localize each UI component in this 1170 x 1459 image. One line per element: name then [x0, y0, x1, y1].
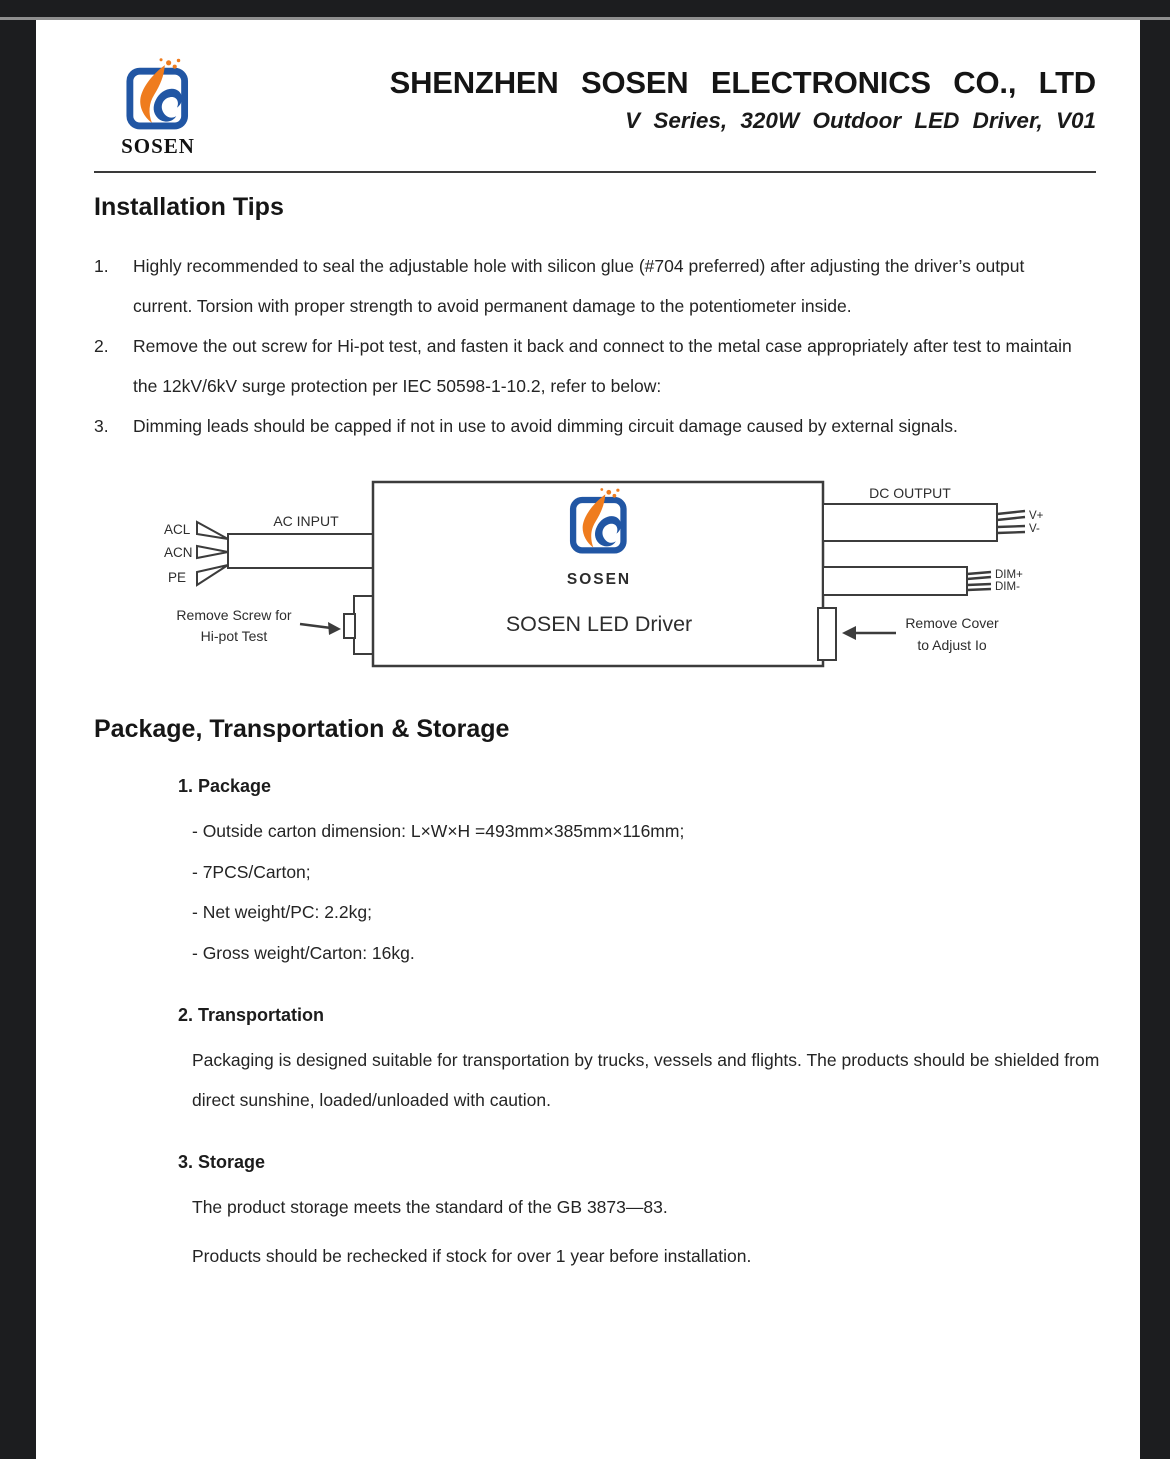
- remove-screw-label-2: Hi-pot Test: [200, 628, 268, 644]
- tip-item: [94, 406, 1096, 446]
- storage-line: Products should be rechecked if stock for over 1 year before installation.: [192, 1246, 752, 1266]
- arrow-head-left: [842, 626, 856, 640]
- transportation-paragraph: Packaging is designed suitable for transportation by trucks, vessels and flights. The products should be shielded from direct sunshine, loaded/unloaded with caution.: [192, 1050, 1100, 1110]
- tip-number: 2.: [94, 336, 109, 356]
- tips-list: [94, 246, 1096, 446]
- company-name: SHENZHEN SOSEN ELECTRONICS CO., LTD: [389, 65, 1096, 100]
- tip-text: Dimming leads should be capped if not in use to avoid dimming circuit damage caused by external signals.: [133, 416, 958, 436]
- driver-box-logo-text: SOSEN: [566, 571, 632, 588]
- tip-text: Remove the out screw for Hi-pot test, and fasten it back and connect to the metal case appropriately after test to maintain the 12kV/6kV surge protection per IEC 50598-1-10.2, refer to below:: [133, 336, 1072, 396]
- storage-line: The product storage meets the standard of the GB 3873—83.: [192, 1197, 668, 1217]
- remove-screw-label-1: Remove Screw for: [176, 607, 292, 623]
- package-item: - Gross weight/Carton: 16kg.: [192, 942, 415, 963]
- dim-plus-label: DIM+: [995, 569, 1023, 581]
- ac-input-wires: [164, 522, 228, 585]
- wiring-diagram: [128, 472, 1138, 677]
- tip-item: [94, 246, 1096, 326]
- ac-input-cable: [228, 534, 374, 568]
- header-divider: [94, 171, 1096, 173]
- installation-tips-title: Installation Tips: [94, 193, 284, 221]
- document-page: [36, 20, 1140, 1459]
- dim-cable: [823, 567, 967, 595]
- package-section-title: Package, Transportation & Storage: [94, 715, 510, 743]
- title-block: [222, 54, 1096, 134]
- tip-number: 1.: [94, 256, 109, 276]
- tip-text: Highly recommended to seal the adjustable hole with silicon glue (#704 preferred) after adjusting the driver’s output current. Torsion with proper strength to avoid permanent damage to the potentiometer inside.: [133, 256, 1025, 316]
- dc-output-cable: [823, 504, 997, 541]
- remove-cover-label-2: to Adjust Io: [917, 637, 987, 653]
- storage-subheading: 3. Storage: [178, 1152, 266, 1172]
- sosen-logo-icon: [120, 56, 196, 132]
- package-item: - Outside carton dimension: L×W×H =493mm×385mm×116mm;: [192, 821, 685, 841]
- arrow-head-right: [328, 622, 341, 635]
- document-header: [94, 54, 1096, 159]
- logo-wordmark: SOSEN: [121, 134, 195, 158]
- acl-label: ACL: [164, 522, 191, 537]
- arrow-line: [300, 624, 331, 628]
- tip-number: 3.: [94, 416, 109, 436]
- page-content: [36, 20, 1140, 1276]
- driver-box-title: SOSEN LED Driver: [505, 612, 693, 636]
- package-items: [192, 811, 1096, 973]
- pe-label: PE: [168, 570, 187, 585]
- transportation-subheading: 2. Transportation: [178, 1005, 325, 1025]
- package-item: - 7PCS/Carton;: [192, 861, 311, 882]
- acn-label: ACN: [164, 545, 193, 560]
- hipot-screw: [344, 596, 374, 654]
- v-minus-label: V-: [1029, 523, 1040, 535]
- package-item: - Net weight/PC: 2.2kg;: [192, 902, 372, 922]
- package-subheading: 1. Package: [178, 776, 272, 796]
- remove-screw-annotation: [176, 607, 341, 644]
- dc-output-wire-ends: [997, 511, 1025, 533]
- viewer-top-bar: [0, 0, 1170, 20]
- adjust-cover: [818, 608, 836, 660]
- product-subtitle: V Series, 320W Outdoor LED Driver, V01: [625, 108, 1096, 134]
- remove-cover-annotation: [842, 615, 999, 653]
- dim-minus-label: DIM-: [995, 581, 1020, 593]
- dc-output-label: DC OUTPUT: [869, 485, 951, 501]
- logo-block: [94, 54, 222, 159]
- tip-item: [94, 326, 1096, 406]
- v-plus-label: V+: [1029, 510, 1044, 522]
- ac-input-label: AC INPUT: [273, 513, 339, 529]
- dim-wire-ends: [967, 572, 991, 590]
- driver-box-logo-icon: [573, 488, 623, 550]
- remove-cover-label-1: Remove Cover: [905, 615, 999, 631]
